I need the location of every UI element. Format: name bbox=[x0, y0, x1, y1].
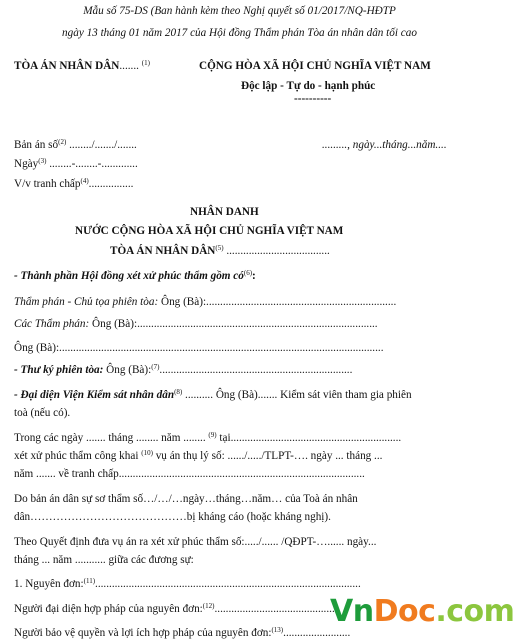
plaintiff-protector-dots: ........................ bbox=[283, 627, 351, 639]
dispute-subject-sup: (4) bbox=[80, 177, 89, 185]
public-hearing-tail: vụ án thụ lý số: ....../...../TLPT-…. ngày ... tháng ... bbox=[152, 450, 383, 462]
panel-composition-sup: (6) bbox=[243, 269, 253, 277]
first-instance-court: dân……………………………………bị kháng cáo (hoặc kháng nghị). bbox=[14, 511, 331, 523]
title-republic: NƯỚC CỘNG HÒA XÃ HỘI CHỦ NGHĨA VIỆT NAM bbox=[75, 225, 344, 237]
public-hearing-sup: (10) bbox=[141, 449, 153, 457]
place-date: ........., ngày...tháng...năm.... bbox=[322, 139, 447, 151]
judges-label: Các Thẩm phán: bbox=[14, 318, 90, 330]
judgment-date-label: Ngày bbox=[14, 158, 39, 170]
dispute-subject-dots: ................ bbox=[88, 178, 134, 190]
trial-dates-tail: tại............................................................. bbox=[216, 432, 402, 444]
judgment-date bbox=[14, 158, 138, 171]
title-court-sup: (5) bbox=[215, 244, 224, 252]
panel-composition bbox=[14, 270, 256, 283]
trial-dates-sup: (9) bbox=[208, 431, 217, 439]
procuracy-rep-label: - Đại diện Viện Kiểm sát nhân dân bbox=[14, 389, 175, 401]
watermark-doc: Doc bbox=[373, 594, 436, 629]
republic-heading: CỘNG HÒA XÃ HỘI CHỦ NGHĨA VIỆT NAM bbox=[199, 60, 431, 72]
watermark-com: .com bbox=[435, 594, 514, 629]
plaintiff-label: 1. Nguyên đơn: bbox=[14, 578, 84, 590]
procuracy-rep-line2: toà (nếu có). bbox=[14, 407, 71, 419]
presiding-judge bbox=[14, 296, 396, 309]
court-clerk bbox=[14, 364, 352, 377]
plaintiff-protector-label: Người bảo vệ quyền và lợi ích hợp pháp của nguyên đơn: bbox=[14, 627, 272, 639]
form-header-line1: Mẫu số 75-DS (Ban hành kèm theo Nghị quyết số 01/2017/NQ-HĐTP bbox=[83, 5, 396, 17]
plaintiff-representative-sup: (12) bbox=[202, 602, 215, 610]
judge-3: Ông (Bà):.................................................................................................................... bbox=[14, 342, 384, 354]
trial-dates-text: Trong các ngày ....... tháng ........ năm ........ bbox=[14, 432, 209, 444]
form-header-line2: ngày 13 tháng 01 năm 2017 của Hội đồng Thẩm phán Tòa án nhân dân tối cao bbox=[62, 27, 417, 39]
court-name-line bbox=[14, 60, 150, 73]
first-instance-judgment: Do bản án dân sự sơ thẩm số…/…/…ngày…tháng…năm… của Toà án nhân bbox=[14, 493, 358, 505]
plaintiff-protector-sup: (13) bbox=[271, 626, 284, 634]
judges-text: Ông (Bà):...................................................................................... bbox=[89, 318, 378, 330]
court-clerk-sup: (7) bbox=[151, 363, 160, 371]
watermark-vn: Vn bbox=[330, 594, 374, 629]
judgment-number bbox=[14, 139, 137, 152]
judgment-number-label: Bản án số bbox=[14, 139, 59, 151]
court-clerk-label: - Thư ký phiên tòa: bbox=[14, 364, 104, 376]
court-name: TÒA ÁN NHÂN DÂN bbox=[14, 60, 120, 72]
court-dots: ....... bbox=[119, 60, 139, 72]
appeal-decision-parties: tháng ... năm ........... giữa các đương sự: bbox=[14, 554, 194, 566]
plaintiff-representative bbox=[14, 603, 335, 616]
court-clerk-text: Ông (Bà): bbox=[103, 364, 152, 376]
motto-rule: ---------- bbox=[294, 93, 332, 105]
procuracy-rep-sup: (8) bbox=[174, 388, 183, 396]
judges bbox=[14, 318, 378, 331]
judgment-number-dots: ......../......./....... bbox=[66, 139, 137, 151]
procuracy-rep-text: .......... Ông (Bà)....... Kiểm sát viên tham gia phiên bbox=[182, 389, 412, 401]
plaintiff-protector bbox=[14, 627, 350, 640]
plaintiff-dots: ............................................................................................... bbox=[95, 578, 361, 590]
plaintiff-representative-dots: ........................................... bbox=[214, 603, 335, 615]
procuracy-rep bbox=[14, 389, 412, 402]
panel-composition-label: - Thành phần Hội đồng xét xử phúc thẩm gồm có bbox=[14, 270, 244, 282]
motto: Độc lập - Tự do - hạnh phúc bbox=[241, 80, 376, 92]
dispute-year: năm ....... về tranh chấp........................................................................................ bbox=[14, 468, 365, 480]
dispute-subject bbox=[14, 178, 133, 191]
dispute-subject-label: V/v tranh chấp bbox=[14, 178, 81, 190]
title-court bbox=[110, 245, 330, 258]
plaintiff-representative-label: Người đại diện hợp pháp của nguyên đơn: bbox=[14, 603, 203, 615]
public-hearing-text: xét xử phúc thẩm công khai bbox=[14, 450, 142, 462]
public-hearing bbox=[14, 450, 382, 463]
title-court-label: TÒA ÁN NHÂN DÂN bbox=[110, 245, 216, 257]
presiding-judge-text: Ông (Bà):.................................................................... bbox=[158, 296, 397, 308]
panel-composition-tail: : bbox=[252, 270, 256, 282]
trial-dates bbox=[14, 432, 401, 445]
judgment-date-sup: (3) bbox=[38, 157, 47, 165]
judgment-number-sup: (2) bbox=[58, 138, 67, 146]
title-court-dots: ..................................... bbox=[223, 245, 330, 257]
vndoc-watermark-logo bbox=[330, 596, 514, 628]
plaintiff-sup: (11) bbox=[83, 577, 96, 585]
appeal-decision: Theo Quyết định đưa vụ án ra xét xử phúc thẩm số:...../...... /QĐPT-…...... ngày... bbox=[14, 536, 377, 548]
court-sup: (1) bbox=[141, 59, 150, 67]
plaintiff bbox=[14, 578, 361, 591]
presiding-judge-label: Thẩm phán - Chủ tọa phiên tòa: bbox=[14, 296, 159, 308]
court-clerk-dots: ..................................................................... bbox=[159, 364, 353, 376]
title-nhan-danh: NHÂN DANH bbox=[190, 206, 259, 218]
judgment-date-dots: ........-........-............. bbox=[46, 158, 138, 170]
